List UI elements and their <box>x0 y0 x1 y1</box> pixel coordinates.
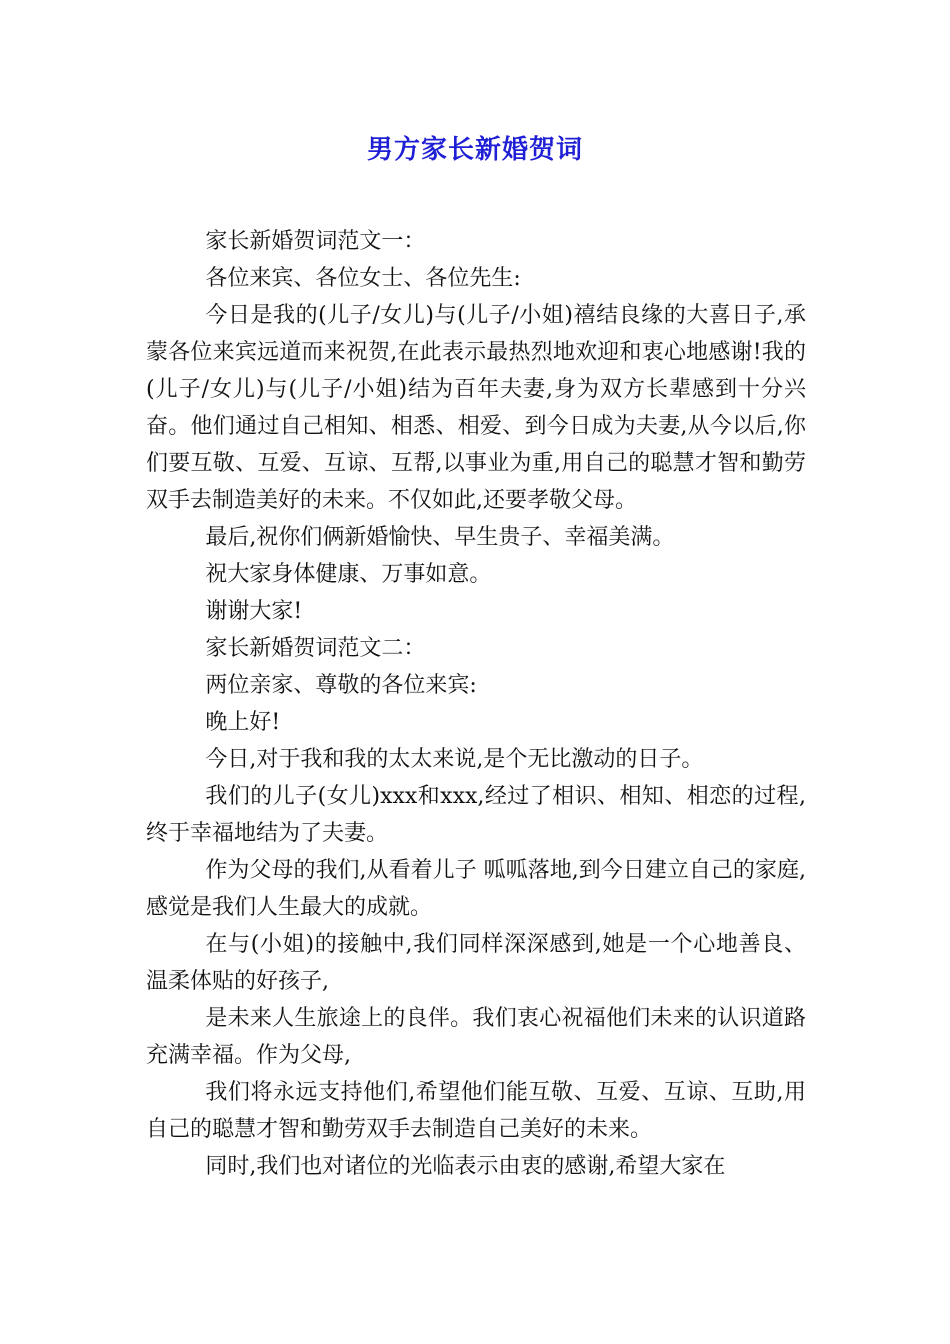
paragraph: 各位来宾、各位女士、各位先生: <box>205 266 521 291</box>
paragraph: 晚上好! <box>205 710 281 735</box>
paragraph: 今日,对于我和我的太太来说,是个无比激动的日子。 <box>205 747 704 772</box>
paragraph: 最后,祝你们俩新婚愉快、早生贵子、幸福美满。 <box>205 525 675 550</box>
paragraph: 两位亲家、尊敬的各位来宾: <box>205 673 477 698</box>
paragraph: 作为父母的我们,从看着儿子 呱呱落地,到今日建立自己的家庭,感觉是我们人生最大的成就。 <box>146 858 806 920</box>
paragraph: 在与(小姐)的接触中,我们同样深深感到,她是一个心地善良、温柔体贴的好孩子, <box>146 932 806 994</box>
paragraph: 我们将永远支持他们,希望他们能互敬、互爱、互谅、互助,用自己的聪慧才智和勤劳双手去制造自己美好的未来。 <box>146 1080 806 1142</box>
paragraph: 谢谢大家! <box>205 599 303 624</box>
paragraph: 同时,我们也对诸位的光临表示由衷的感谢,希望大家在 <box>205 1154 726 1179</box>
document-title: 男方家长新婚贺词 <box>366 135 583 165</box>
paragraph: 我们的儿子(女儿)xxx和xxx,经过了相识、相知、相恋的过程,终于幸福地结为了夫妻。 <box>146 784 806 846</box>
paragraph: 家长新婚贺词范文一： <box>205 229 426 254</box>
document-body <box>146 223 806 1185</box>
paragraph: 祝大家身体健康、万事如意。 <box>205 562 492 587</box>
paragraph: 家长新婚贺词范文二： <box>205 636 426 661</box>
paragraph: 是未来人生旅途上的良伴。我们衷心祝福他们未来的认识道路充满幸福。作为父母, <box>146 1006 806 1068</box>
paragraph: 今日是我的(儿子/女儿)与(儿子/小姐)禧结良缘的大喜日子,承蒙各位来宾远道而来祝贺,在此表示最热烈地欢迎和衷心地感谢!我的(儿子/女儿)与(儿子/小姐)结为百年夫妻,身为双方长辈感到十分兴奋。他们通过自己相知、相悉、相爱、到今日成为夫妻,从今以后,你们要互敬、互爱、互谅、互帮,以事业为重,用自己的聪慧才智和勤劳双手去制造美好的未来。不仅如此,还要孝敬父母。 <box>146 303 806 513</box>
